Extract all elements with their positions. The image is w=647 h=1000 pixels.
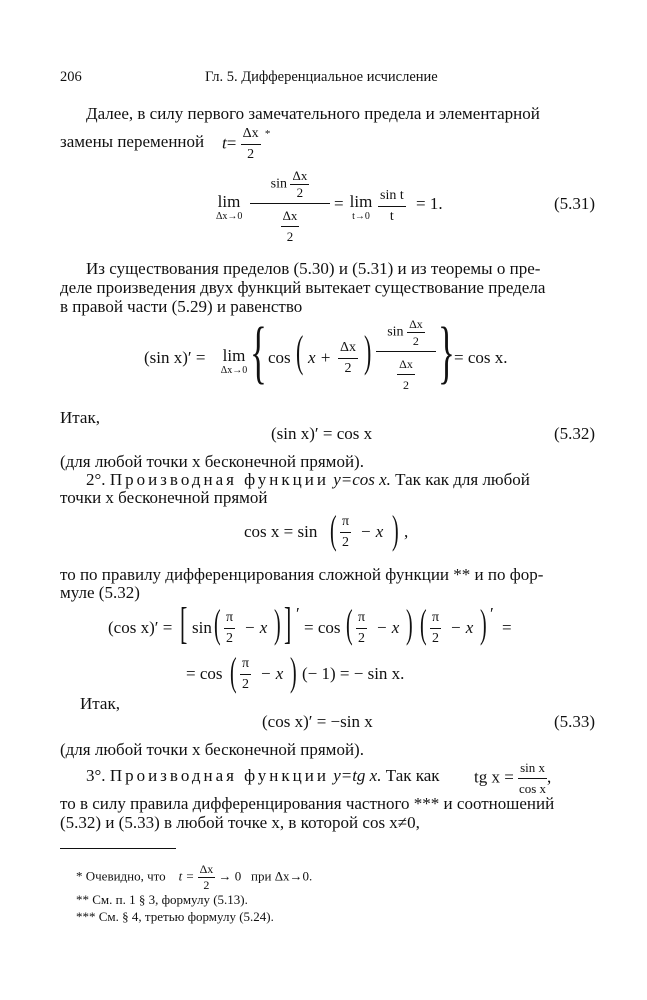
eq-label-5-32: (5.32)	[554, 424, 596, 443]
equation-sin-derivative: (sin x)′ = lim Δx→0 { cos ( x + $\frac{\Delta x}{2}$ ) sin $\frac{\Delta x}{2}$ $\frac{\Delta x}{2}$ } = cos x.	[144, 314, 508, 392]
section-3-line1: 3°. Производная функции y=tg x. Так как	[86, 766, 440, 785]
para2-line3: в правой части (5.29) и равенство	[60, 297, 303, 316]
para3-line1: то по правилу дифференцирования сложной функции ** и по фор-	[60, 565, 544, 584]
para2-line1: Из существования пределов (5.30) и (5.31) и из теоремы о пре-	[86, 259, 541, 278]
section-2-line1: 2°. Производная функции y=cos x. Так как для любой	[86, 470, 530, 489]
eq-label-5-31: (5.31)	[554, 194, 596, 213]
itak-2: Итак,	[80, 694, 120, 713]
page-number: 206	[60, 69, 82, 85]
running-title: Гл. 5. Дифференциальное исчисление	[205, 69, 438, 85]
section-2-line2: точки x бесконечной прямой	[60, 488, 268, 507]
section-3-title: Производная функции	[109, 766, 329, 785]
formula-sin-deriv: (sin x)′ = cos x	[271, 424, 373, 443]
footnote-rule	[60, 848, 176, 849]
footnote-3: *** См. § 4, третью формулу (5.24).	[76, 909, 274, 924]
formula-cos-deriv: (cos x)′ = −sin x	[262, 712, 373, 731]
line-any-point-1: (для любой точки x бесконечной прямой).	[60, 452, 364, 471]
equation-cos-as-sin: cos x = sin ( $\frac{\pi}{2}$ − x ) ,	[244, 507, 409, 552]
para1-line2: замены переменной	[60, 132, 205, 151]
itak-1: Итак,	[60, 408, 100, 427]
line-any-point-2: (для любой точки x бесконечной прямой).	[60, 740, 364, 759]
para2-line2: деле произведения двух функций вытекает существование предела	[60, 278, 546, 297]
equation-cos-derivative-2: = cos ( $\frac{\pi}{2}$ − x ) (− 1) = − sin x.	[186, 649, 405, 694]
para3-line2: муле (5.32)	[60, 583, 140, 602]
equation-cos-derivative-1: (cos x)′ = [ sin ( $\frac{\pi}{2}$ − x ) ] ′ = cos ( $\frac{\pi}{2}$ − x ) ( $\frac{\pi}{2}$ − x ) ′ =	[108, 599, 512, 648]
section-3-line3: (5.32) и (5.33) в любой точке x, в которой cos x≠0,	[60, 813, 420, 832]
para1-line1: Далее, в силу первого замечательного предела и элементарной	[86, 104, 540, 123]
footnote-1: * Очевидно, что t = $\frac{\Delta x}{2}$ → 0 при Δx→0.	[76, 862, 313, 892]
substitution-formula: t= $\frac{\Delta x}{2}$ *	[222, 126, 271, 162]
footnote-2: ** См. п. 1 § 3, формулу (5.13).	[76, 892, 248, 907]
section-2-title: Производная функции	[109, 470, 329, 489]
tg-formula: tg x = $\frac{\text{sin x}}{\text{cos x}}$ ,	[474, 760, 552, 796]
section-3-line2: то в силу правила дифференцирования частного *** и соотношений	[60, 794, 555, 813]
eq-label-5-33: (5.33)	[554, 712, 596, 731]
